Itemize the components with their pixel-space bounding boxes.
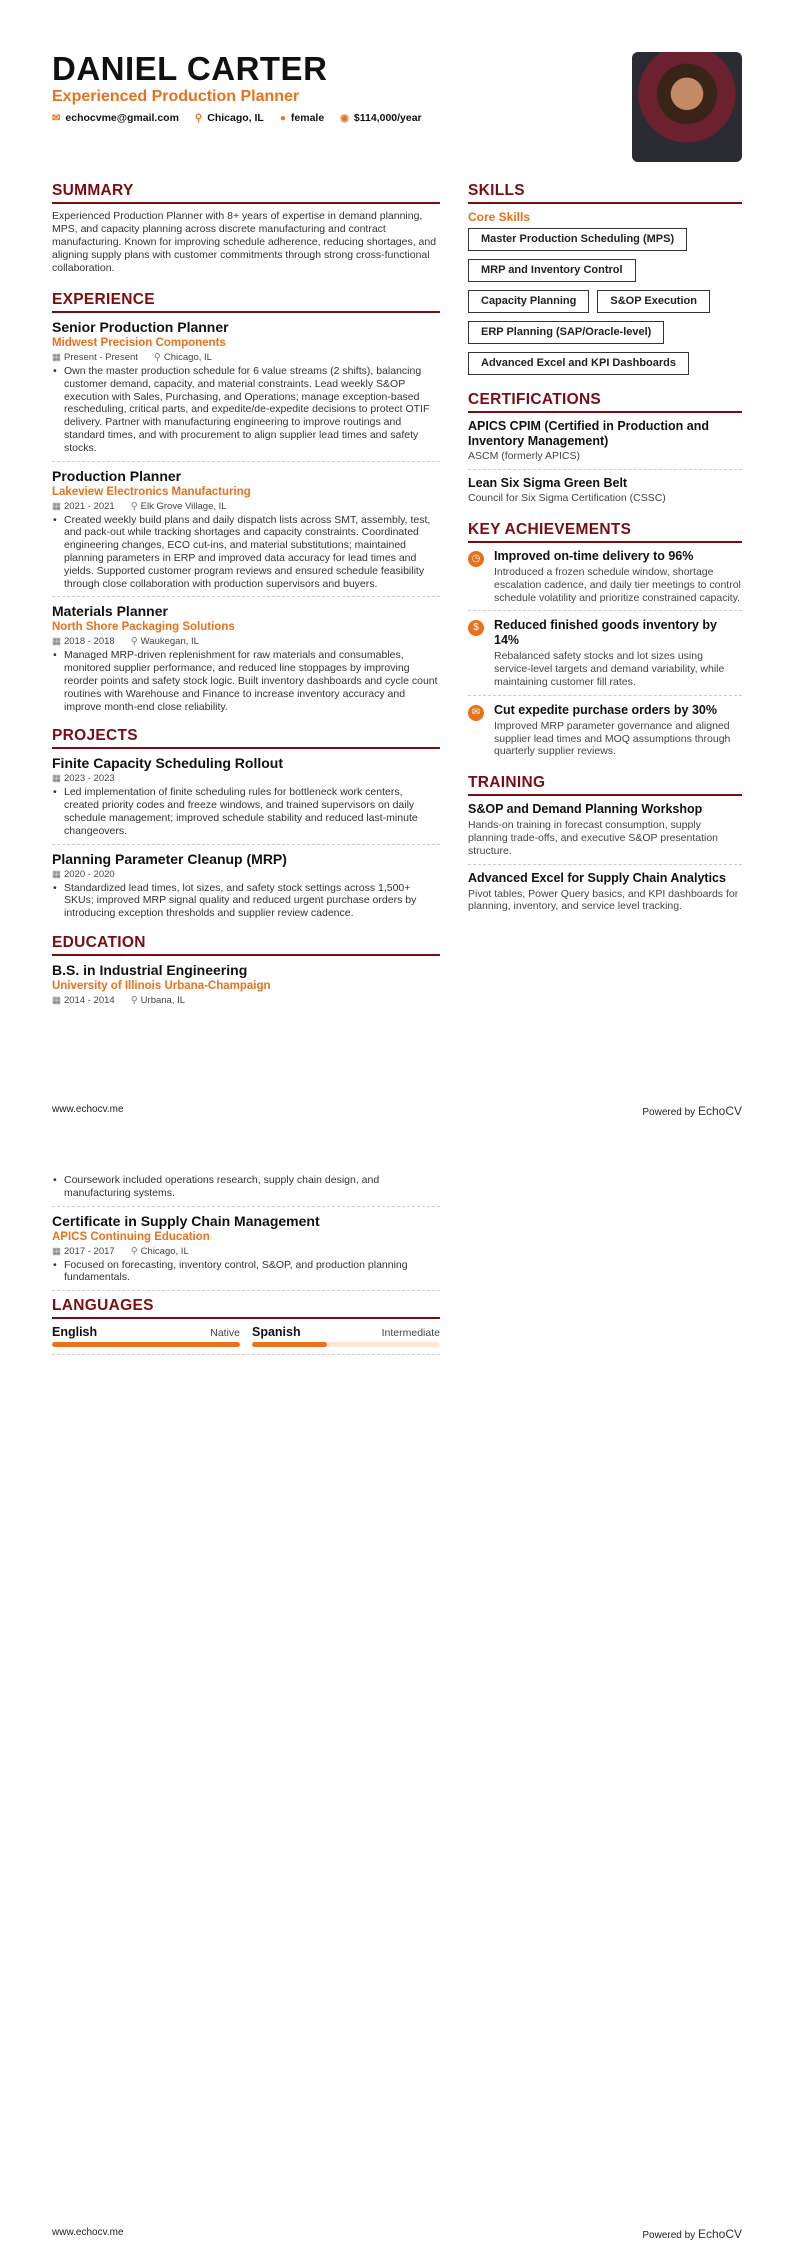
- dollar-icon: $: [468, 620, 484, 636]
- certifications-heading: CERTIFICATIONS: [468, 391, 742, 413]
- experience-item: [52, 468, 440, 598]
- education-item: [52, 962, 440, 1007]
- location-text: Chicago, IL: [207, 112, 264, 124]
- experience-item: [52, 319, 440, 462]
- job-location: Chicago, IL: [163, 352, 212, 363]
- location-pin-icon: ⚲: [130, 500, 138, 512]
- language-name: English: [52, 1325, 98, 1340]
- job-title: Senior Production Planner: [52, 319, 229, 335]
- achievement-desc: Introduced a frozen schedule window, shortage escalation cadence, and daily tier meetings to control schedule volatility and prioritize constrained capacity.: [494, 566, 741, 604]
- left-column-continued: [52, 1173, 440, 1355]
- footer-powered: [642, 2227, 742, 2241]
- skills-heading: SKILLS: [468, 182, 742, 204]
- language-item: [52, 1325, 240, 1347]
- footer-brand[interactable]: EchoCV: [697, 1104, 742, 1118]
- achievement-title: Reduced finished goods inventory by 14%: [494, 618, 717, 648]
- summary-text: Experienced Production Planner with 8+ years of expertise in demand planning, MPS, and capacity planning across discrete manufacturing and contract manufacturing. Known for improving schedule adherence, reducing shortages, and aligning supply plans with customer commitments through strong cross-functional collaboration.: [52, 210, 437, 274]
- job-company: Lakeview Electronics Manufacturing: [52, 485, 251, 498]
- training-item: [468, 802, 742, 864]
- footer-powered-text: Powered by: [642, 1107, 696, 1118]
- job-meta: [52, 635, 440, 648]
- degree-title: Certificate in Supply Chain Management: [52, 1212, 320, 1229]
- languages-heading: LANGUAGES: [52, 1297, 440, 1319]
- candidate-role: Experienced Production Planner: [52, 88, 300, 105]
- education-location: Chicago, IL: [140, 1245, 189, 1257]
- footer-website-link[interactable]: www.echocv.me: [52, 1104, 124, 1115]
- mail-icon: ✉: [52, 112, 61, 124]
- page-footer: [52, 1104, 742, 1118]
- education-heading: EDUCATION: [52, 934, 440, 956]
- skill-chip: Capacity Planning: [468, 290, 589, 313]
- skill-chip: S&OP Execution: [597, 290, 710, 313]
- project-title: Planning Parameter Cleanup (MRP): [52, 850, 287, 867]
- skill-chip: MRP and Inventory Control: [468, 259, 636, 282]
- page-footer: [52, 2227, 742, 2241]
- profile-photo: [632, 52, 742, 162]
- language-level: Intermediate: [381, 1327, 440, 1340]
- education-dates: 2017 - 2017: [63, 1245, 115, 1257]
- resume-header: [52, 52, 612, 124]
- education-bullet: • Focused on forecasting, inventory control, S&OP, and production planning fundamentals.: [52, 1259, 440, 1285]
- training-title: Advanced Excel for Supply Chain Analytics: [468, 870, 726, 885]
- achievement-item: [468, 549, 742, 611]
- achievement-title: Cut expedite purchase orders by 30%: [494, 702, 717, 717]
- achievement-desc: Rebalanced safety stocks and lot sizes using service-level targets and demand variability, while maintaining customer fill rates.: [494, 650, 725, 688]
- achievement-item: [468, 618, 742, 695]
- footer-powered: [642, 1104, 742, 1118]
- calendar-icon: ▦: [52, 1245, 61, 1257]
- languages-list: [52, 1325, 440, 1347]
- project-bullet: • Standardized lead times, lot sizes, and safety stock settings across 1,500+ SKUs; improved MRP signal quality and reduced urgent purchase orders by introducing exception thresholds and supplier review cadence.: [52, 882, 440, 920]
- certification-title: APICS CPIM (Certified in Production and Inventory Management): [468, 419, 709, 448]
- calendar-icon: ▦: [52, 868, 61, 880]
- language-name: Spanish: [252, 1325, 301, 1340]
- training-title: S&OP and Demand Planning Workshop: [468, 802, 703, 817]
- certification-item: [468, 419, 742, 470]
- footer-website-link[interactable]: www.echocv.me: [52, 2227, 124, 2238]
- certification-title: Lean Six Sigma Green Belt: [468, 476, 628, 490]
- skill-chips: [468, 228, 742, 375]
- contact-email[interactable]: [52, 112, 179, 124]
- divider: [52, 1354, 440, 1355]
- left-column: [52, 182, 440, 1007]
- language-item: [252, 1325, 440, 1347]
- skill-chip: Advanced Excel and KPI Dashboards: [468, 352, 689, 375]
- calendar-icon: ▦: [52, 352, 61, 363]
- education-meta: [52, 1245, 440, 1258]
- person-icon: ●: [279, 112, 286, 124]
- location-pin-icon: ⚲: [130, 994, 138, 1006]
- projects-section: [52, 727, 440, 926]
- gender-text: female: [290, 112, 325, 124]
- project-meta: [52, 772, 440, 785]
- footer-brand[interactable]: EchoCV: [697, 2227, 742, 2241]
- skill-chip: ERP Planning (SAP/Oracle-level): [468, 321, 664, 344]
- calendar-icon: ▦: [52, 636, 61, 648]
- education-location: Urbana, IL: [140, 994, 186, 1006]
- contact-row: [52, 112, 612, 124]
- education-dates: 2014 - 2014: [63, 994, 115, 1006]
- school-name: APICS Continuing Education: [52, 1230, 210, 1243]
- training-section: [468, 774, 742, 919]
- certification-issuer: ASCM (formerly APICS): [468, 450, 581, 462]
- location-pin-icon: ⚲: [130, 636, 138, 648]
- job-title: Production Planner: [52, 467, 182, 484]
- job-location: Waukegan, IL: [140, 636, 199, 648]
- candidate-name: DANIEL CARTER: [52, 50, 328, 87]
- summary-heading: SUMMARY: [52, 182, 440, 204]
- job-dates: 2021 - 2021: [63, 500, 115, 512]
- achievement-item: [468, 703, 742, 764]
- salary-text: $114,000/year: [353, 112, 422, 124]
- job-company: Midwest Precision Components: [52, 337, 226, 349]
- location-pin-icon: ⚲: [194, 112, 203, 124]
- job-bullet: • Created weekly build plans and daily dispatch lists across SMT, assembly, test, and pack-out while tracking shortages and capacity constraints. Coordinated engineering changes, ECO cut-ins, and material substitutions; maintained planning parameters in ERP and improved data accuracy for lead times and yields. Supported customer program reviews and ensured schedule feasibility through close collaboration with production supervisors and buyers.: [52, 514, 440, 591]
- job-location: Elk Grove Village, IL: [140, 500, 227, 512]
- footer-powered-text: Powered by: [642, 2230, 696, 2241]
- clock-icon: ◷: [468, 551, 484, 567]
- school-name: University of Illinois Urbana-Champaign: [52, 979, 271, 992]
- coin-icon: ◉: [340, 112, 349, 124]
- job-bullet: • Managed MRP-driven replenishment for raw materials and consumables, monitored supplier performance, and reduced line stoppages by improving reorder points and safety stock logic. Built inventory dashboards and cycle count routines with Warehouse and Finance to increase inventory accuracy and improve month-end close reliability.: [52, 649, 440, 713]
- skills-section: [468, 182, 742, 375]
- training-heading: TRAINING: [468, 774, 742, 796]
- job-meta: [52, 351, 440, 364]
- language-proficiency-fill: [252, 1342, 327, 1347]
- job-title: Materials Planner: [52, 603, 168, 620]
- experience-section: [52, 291, 440, 719]
- right-column: [468, 182, 742, 925]
- project-title: Finite Capacity Scheduling Rollout: [52, 755, 284, 772]
- project-dates: 2023 - 2023: [63, 773, 115, 785]
- education-item-continued: [52, 1174, 440, 1207]
- job-dates: 2018 - 2018: [63, 636, 115, 648]
- job-dates: Present - Present: [63, 352, 138, 363]
- certifications-section: [468, 391, 742, 511]
- contact-salary: [340, 112, 421, 124]
- training-desc: Pivot tables, Power Query basics, and KPI dashboards for planning, inventory, and service level tracking.: [468, 887, 739, 913]
- achievements-section: [468, 521, 742, 764]
- language-proficiency-fill: [52, 1342, 240, 1347]
- email-text: echocvme@gmail.com: [65, 112, 179, 124]
- degree-title: B.S. in Industrial Engineering: [52, 961, 248, 978]
- training-item: [468, 871, 742, 920]
- project-item: [52, 851, 440, 926]
- job-bullet: • Own the master production schedule for 6 value streams (2 shifts), balancing customer demand, capacity, and material constraints. Lead weekly S&OP execution with Sales, Purchasing, and Operations; manage exception-based rescheduling, critical parts, and expedite/de-expedite decisions to protect OTIF delivery. Partner with manufacturing engineering to improve routings and standard times, and with procurement to align supplier lead times and safety stocks.: [52, 365, 440, 455]
- calendar-icon: ▦: [52, 773, 61, 785]
- training-desc: Hands-on training in forecast consumption, supply planning trade-offs, and executive S&OP presentation structure.: [468, 819, 719, 857]
- project-item: [52, 755, 440, 844]
- achievement-title: Improved on-time delivery to 96%: [494, 549, 694, 563]
- projects-heading: PROJECTS: [52, 727, 440, 749]
- language-proficiency-bar: [252, 1342, 440, 1347]
- location-pin-icon: ⚲: [130, 1245, 138, 1257]
- job-meta: [52, 500, 440, 513]
- calendar-icon: ▦: [52, 500, 61, 512]
- achievements-heading: KEY ACHIEVEMENTS: [468, 521, 742, 543]
- contact-gender: [280, 112, 324, 124]
- job-company: North Shore Packaging Solutions: [52, 621, 235, 634]
- contact-location: [195, 112, 264, 124]
- skill-chip: Master Production Scheduling (MPS): [468, 228, 687, 251]
- location-pin-icon: ⚲: [153, 352, 161, 363]
- resume-page-2: [0, 1123, 794, 2246]
- languages-section: [52, 1297, 440, 1355]
- education-meta: [52, 994, 440, 1007]
- education-section: [52, 934, 440, 1007]
- certification-item: [468, 476, 742, 511]
- chat-icon: ✉: [468, 705, 484, 721]
- calendar-icon: ▦: [52, 994, 61, 1006]
- language-level: Native: [210, 1327, 240, 1340]
- experience-heading: EXPERIENCE: [52, 291, 440, 313]
- education-item: [52, 1213, 440, 1292]
- core-skills-subheading: Core Skills: [468, 210, 531, 224]
- project-bullet: • Led implementation of finite scheduling rules for bottleneck work centers, created priority codes and freeze windows, and trained supervisors on daily schedule management; improved schedule stability and reduced last-minute changeovers.: [52, 786, 440, 837]
- project-dates: 2020 - 2020: [63, 868, 115, 880]
- certification-issuer: Council for Six Sigma Certification (CSSC): [468, 492, 666, 504]
- education-bullet: • Coursework included operations research, supply chain design, and manufacturing systems.: [52, 1174, 440, 1200]
- summary-section: [52, 182, 440, 275]
- achievement-desc: Improved MRP parameter governance and aligned supplier lead times and MOQ assumptions through quarterly supplier reviews.: [494, 719, 731, 758]
- project-meta: [52, 868, 440, 881]
- experience-item: [52, 603, 440, 719]
- language-proficiency-bar: [52, 1342, 240, 1347]
